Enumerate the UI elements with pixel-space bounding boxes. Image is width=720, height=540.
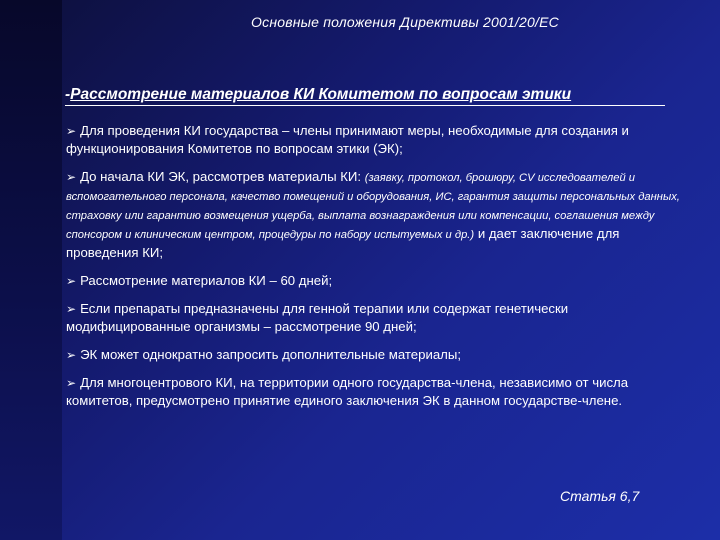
section-heading: [65, 86, 665, 106]
article-reference: Статья 6,7: [560, 488, 640, 504]
bullet-item: [66, 168, 686, 262]
arrow-bullet-icon: ➢: [66, 302, 77, 316]
heading-prefix: -: [65, 86, 71, 103]
bullet-text: Для многоцентрового КИ, на территории одного государства-члена, независимо от числа комитетов, предусмотрено принятие единого заключения ЭК в данном государстве-члене.: [66, 375, 629, 408]
bullet-item: [66, 374, 686, 410]
slide-title: Основные положения Директивы 2001/20/ЕС: [251, 14, 559, 30]
arrow-bullet-icon: ➢: [66, 348, 77, 362]
arrow-bullet-icon: ➢: [66, 376, 77, 390]
bullet-item: [66, 122, 686, 158]
arrow-bullet-icon: ➢: [66, 170, 77, 184]
bullet-text: ЭК может однократно запросить дополнительные материалы;: [80, 347, 461, 362]
bullet-text: Если препараты предназначены для генной терапии или содержат генетически модифицированные организмы – рассмотрение 90 дней;: [66, 301, 569, 334]
bullet-item: [66, 300, 686, 336]
left-decorative-bar: [0, 0, 62, 540]
arrow-bullet-icon: ➢: [66, 124, 77, 138]
heading-text: Рассмотрение материалов КИ Комитетом по вопросам этики: [70, 86, 572, 103]
bullet-text: Рассмотрение материалов КИ – 60 дней;: [80, 273, 333, 288]
bullet-item: [66, 346, 686, 364]
bullet-lead: До начала КИ ЭК, рассмотрев материалы КИ:: [80, 169, 362, 184]
bullet-italic-details: (заявку, протокол, брошюру, CV исследователей и вспомогательного персонала, качество помещений и оборудования, ИС, гарантия защиты персональных данных, страховку или гарантию возмещения ущерба, выплата вознаграждения или компенсации, соглашения между спонсором и клиническим центром, процедуры по набору испытуемых и др.): [66, 172, 680, 241]
bullet-list: [66, 122, 686, 420]
bullet-text: Для проведения КИ государства – члены принимают меры, необходимые для создания и функционирования Комитетов по вопросам этики (ЭК);: [66, 123, 629, 156]
bullet-tail: и дает заключение для проведения КИ;: [66, 226, 620, 260]
bullet-item: [66, 272, 686, 290]
arrow-bullet-icon: ➢: [66, 274, 77, 288]
